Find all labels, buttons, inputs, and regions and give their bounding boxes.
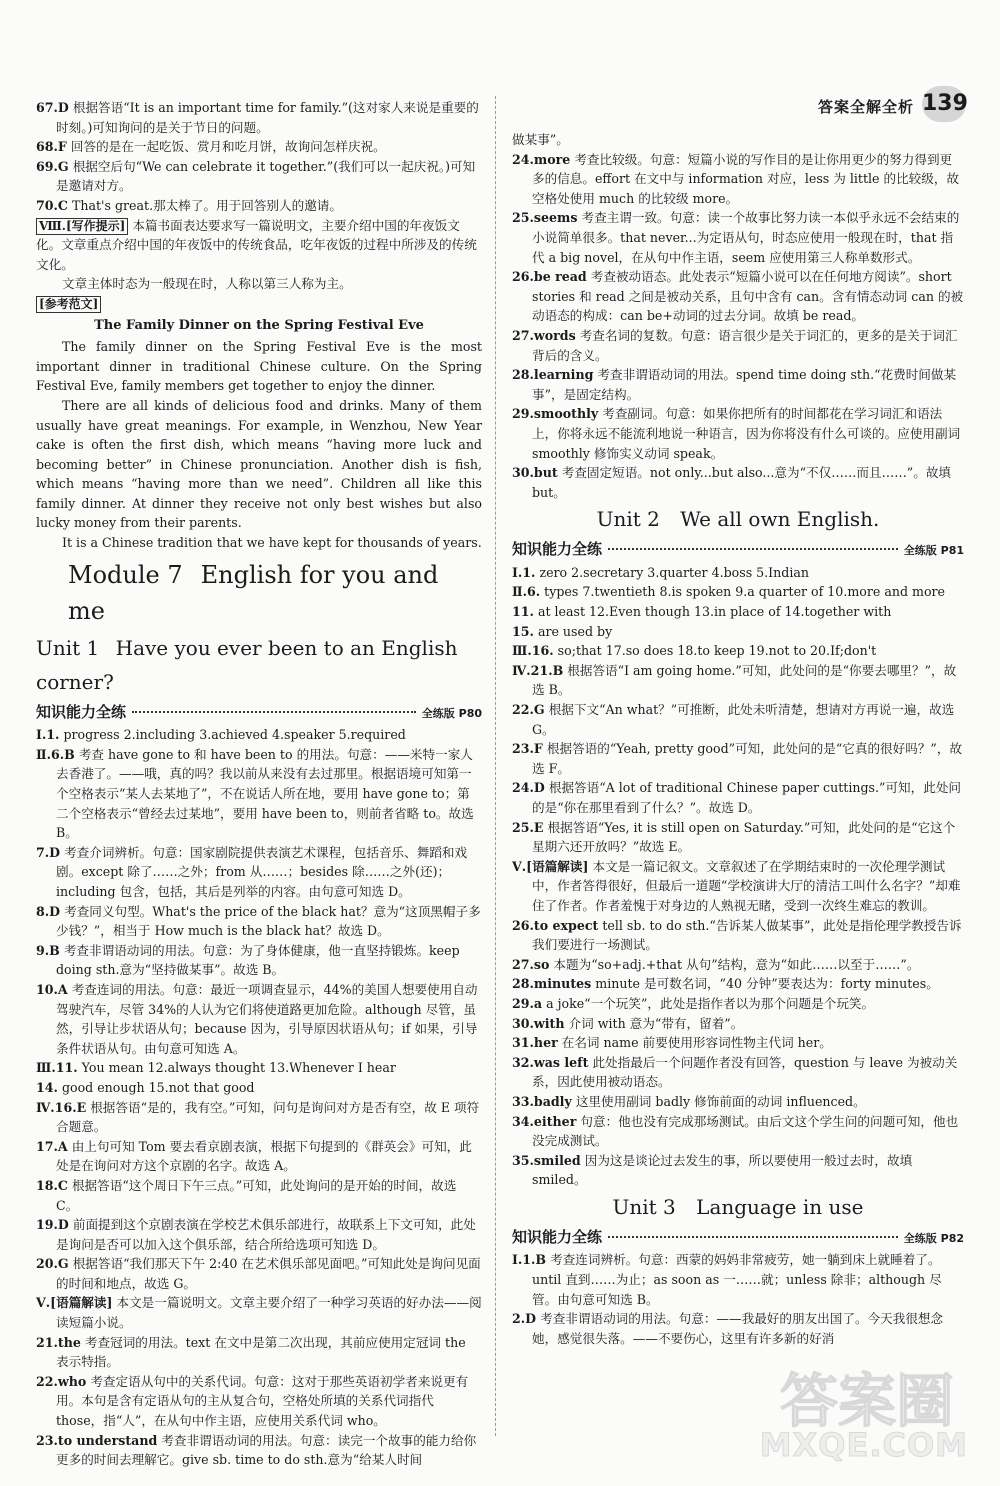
section-heading	[512, 540, 964, 561]
sample-label: [参考范文]	[36, 296, 101, 313]
writing-tip	[36, 216, 482, 275]
answer-number: 22.who	[36, 1373, 87, 1389]
page-header	[780, 86, 970, 126]
section-label: 知识能力全练	[512, 1227, 603, 1246]
answer-number: 25.seems	[512, 210, 578, 226]
section-ref: 全练版 P80	[421, 706, 482, 720]
answer-text: at least 12.Even though 13.in place of 14.together with	[537, 604, 892, 620]
answer-text: 考查非谓语动词的用法。句意：读完一个故事的能力给你更多的时间去理解它。give sb. time to do sth.意为“给某人时间	[56, 1432, 477, 1468]
answer-item	[36, 1293, 482, 1332]
essay-paragraph: The family dinner on the Spring Festival Eve is the most important dinner in traditional Chinese culture. On the Spring Festival Eve, family members get together to enjoy the dinner.	[36, 339, 482, 394]
answer-text: 考查副词。句意：如果你把所有的时间都花在学习词汇和语法上，你将永远不能流利地说一种语言，因为你将没有什么可谈的。应使用副词 smoothly 修饰实义动词 speak。	[532, 406, 961, 461]
column-divider	[495, 96, 496, 1436]
answer-item	[36, 196, 482, 216]
answer-number: 27.so	[512, 956, 550, 972]
answer-text: 考查连词辨析。句意：西蒙的妈妈非常疲劳，她一躺到床上就睡着了。until 直到……为止；as soon as 一……就；unless 除非；although 尽管。由句意可知选 B。	[532, 1252, 942, 1307]
answer-text: 考查介词辨析。句意：国家剧院提供表演艺术课程，包括音乐、舞蹈和戏剧。except 除了……之外；from 从……；besides 除……之外(还)；including 包含，包括，其后是列举的内容。由句意可知选 D。	[56, 844, 468, 899]
answer-text: 根据下文“An what？”可推断，此处未听清楚，想请对方再说一遍，故选 G。	[532, 702, 955, 737]
answer-number: 32.was left	[512, 1054, 589, 1070]
answer-number: Ⅲ.16.	[512, 643, 554, 659]
answer-item	[36, 745, 482, 843]
left-column	[36, 98, 482, 1470]
answer-number: 29.smoothly	[512, 406, 599, 422]
answer-number: 23.F	[512, 741, 543, 757]
watermark-url: MXQE.COM	[759, 1426, 968, 1464]
answer-list-unit1	[36, 725, 482, 1470]
answer-text: 本文是一篇说明文。文章主要介绍了一种学习英语的好办法——阅读短篇小说。	[56, 1295, 482, 1331]
answer-text: 考查冠词的用法。text 在文中是第二次出现，其前应使用定冠词 the 表示特指。	[56, 1334, 466, 1370]
answer-number: 34.either	[512, 1113, 577, 1129]
unit-title: We all own English.	[680, 507, 880, 532]
module-heading	[68, 557, 482, 629]
answer-text: 在名词 name 前要使用形容词性物主代词 her。	[561, 1035, 832, 1051]
answer-item	[512, 1112, 964, 1151]
right-column	[512, 130, 964, 1348]
answer-item	[512, 326, 964, 365]
answer-number: 11.	[512, 604, 534, 620]
answer-item	[36, 902, 482, 941]
answer-item	[36, 137, 482, 157]
answer-text: 根据答语“我们那天下午 2:40 在艺术俱乐部见面吧。”可知此处是询问见面的时间和地点，故选 G。	[56, 1256, 481, 1291]
answer-item	[512, 857, 964, 916]
answer-text: 考查非谓语动词的用法。句意：为了身体健康，他一直坚持锻炼。keep doing sth.意为“坚持做某事”。故选 B。	[56, 942, 460, 978]
answer-number: 17.A	[36, 1138, 68, 1154]
answer-text: 根据答语“It is an important time for family.”(这对家人来说是重要的时刻。)可知询问的是关于节日的问题。	[56, 100, 479, 135]
answer-number: 24.D	[512, 780, 545, 796]
answer-item	[36, 1215, 482, 1254]
section-dots	[132, 711, 416, 713]
answer-item	[36, 157, 482, 196]
page-number: 139	[922, 86, 966, 122]
answer-item	[512, 602, 964, 622]
answer-item	[512, 130, 964, 150]
answer-item	[512, 778, 964, 817]
answer-item	[36, 1078, 482, 1098]
answer-list-unit3	[512, 1250, 964, 1348]
answer-number: 2.D	[512, 1311, 537, 1327]
answer-number: 30.but	[512, 465, 558, 481]
answer-item	[512, 404, 964, 463]
answer-list-unit2	[512, 563, 964, 1190]
answer-item	[36, 1372, 482, 1431]
answer-item	[36, 1333, 482, 1372]
answer-number: 14.	[36, 1079, 58, 1095]
answer-number: 24.more	[512, 151, 571, 167]
answer-number: 23.to understand	[36, 1432, 158, 1448]
answer-number: 67.D	[36, 100, 69, 115]
answer-number: 21.the	[36, 1334, 81, 1350]
answer-text: 根据答语“这个周日下午三点。”可知，此处询问的是开始的时间，故选 C。	[56, 1177, 457, 1213]
answer-number: 35.smiled	[512, 1152, 581, 1168]
answer-text: 回答的是在一起吃饭、赏月和吃月饼，故询问怎样庆祝。	[70, 139, 386, 155]
section-label: 知识能力全练	[512, 540, 603, 559]
answer-item	[36, 1176, 482, 1215]
answer-text: tell sb. to do sth.“告诉某人做某事”，此处是指伦理学教授告诉我们要进行一场测试。	[532, 917, 962, 953]
section-ref: 全练版 P81	[903, 544, 964, 558]
answer-item	[512, 1053, 964, 1092]
writing-tip-text: 本篇书面表达要求写一篇说明文，主要介绍中国的年夜饭文化。文章重点介绍中国的年夜饭中的传统食品，吃年夜饭的过程中所涉及的传统文化。	[36, 217, 477, 272]
answer-item	[36, 1431, 482, 1470]
answer-text: 根据空后句“We can celebrate it together.”(我们可以一起庆祝。)可知是邀请对方。	[56, 158, 476, 194]
unit-title: Have you ever been to an English corner?	[36, 635, 458, 694]
answer-text: 根据答语的“Yeah, pretty good”可知，此处问的是“它真的很好吗？”，故选 F。	[532, 741, 963, 776]
answer-text: 本文是一篇记叙文。文章叙述了在学期结束时的一次伦理学测试中，作者答得很好，但最后一道题“学校演讲大厅的清洁工叫什么名字？”却难住了作者。作者羞愧于对身边的人熟视无睹，受到一次终生难忘的教训。	[532, 858, 961, 913]
answer-item	[512, 1309, 964, 1348]
answer-text: 考查非谓语动词的用法。spend time doing sth.“花费时间做某事”，是固定结构。	[532, 367, 957, 402]
answer-text: 考查连词的用法。句意：最近一项调查显示，44%的美国人想要使用自动驾驶汽车，尽管 34%的人认为它们将使道路更加危险。although 尽管，虽然，引导让步状语从句；because 因为，引导原因状语从句；if 如果，引导条件状语从句。由句意可知选 A。	[56, 981, 478, 1056]
answer-text: 考查非谓语动词的用法。句意：——我最好的朋友出国了。今天我很想念她，感觉很失落。——不要伤心，这里有许多新的好消	[532, 1311, 944, 1346]
answer-text: 考查固定短语。not only...but also...意为“不仅……而且……”。故填 but。	[532, 465, 952, 500]
answer-item	[36, 725, 482, 745]
answer-text: 根据答语“I am going home.”可知，此处问的是“你要去哪里？”，故选 B。	[532, 662, 957, 698]
answer-item	[512, 739, 964, 778]
answer-text: That's great.那太棒了。用于回答别人的邀请。	[71, 197, 342, 213]
answer-number: 33.badly	[512, 1093, 572, 1109]
answer-number: 68.F	[36, 139, 67, 155]
answer-text: 考查被动语态。此处表示“短篇小说可以在任何地方阅读”。short stories 和 read 之间是被动关系，且句中含有 can。含有情态动词 can 的被动语态的构成：can be+动词的过去分词。故填 be read。	[532, 269, 964, 324]
answer-item	[512, 1014, 964, 1034]
section-label: 知识能力全练	[36, 702, 127, 721]
answer-item	[512, 365, 964, 404]
answer-text: 本题为“so+adj.+that 从句”结构，意为“如此……以至于……”。	[553, 956, 920, 972]
answer-item	[36, 1137, 482, 1176]
answer-item	[36, 1058, 482, 1078]
answer-number: 26.be read	[512, 269, 587, 285]
answer-number: 8.D	[36, 903, 61, 919]
answer-item	[512, 994, 964, 1014]
answer-item	[36, 1098, 482, 1137]
answer-number: 19.D	[36, 1217, 69, 1233]
essay-paragraph: There are all kinds of delicious food and drinks. Many of them usually have great meanings. For example, in Wenzhou, New Year cake is often the first dish, which means “having more luck and becoming better” in Chinese pronunciation. Another dish is fish, which means “having more than we need”. Children all like this family dinner. At dinner they receive not only best wishes but also lucky money from their parents.	[36, 397, 482, 531]
answer-number: 25.E	[512, 819, 544, 835]
answer-text: types 7.twentieth 8.is spoken 9.a quarter of 10.more and more	[544, 584, 946, 600]
answer-item	[512, 818, 964, 857]
answer-number: 22.G	[512, 702, 545, 718]
answer-text: 由上句可知 Tom 要去看京剧表演，根据下句提到的《群英会》可知，此处是在询问对方这个京剧的名字。故选 A。	[56, 1138, 472, 1174]
answer-number: 15.	[512, 623, 534, 639]
answer-number: Ⅰ.1.	[512, 564, 536, 580]
answer-text: good enough 15.not that good	[61, 1079, 255, 1095]
answer-text: 考查名词的复数。句意：语言很少是关于词汇的，更多的是关于词汇背后的含义。	[532, 327, 958, 363]
answer-text: 根据答语“Yes, it is still open on Saturday.”可知，此处问的是“它这个星期六还开放吗？”故选 E。	[532, 819, 956, 855]
answer-text: You mean 12.always thought 13.Whenever I hear	[81, 1060, 396, 1076]
answer-number: Ⅴ.[语篇解读]	[512, 858, 589, 874]
answer-list-top	[512, 130, 964, 502]
answer-number: Ⅳ.21.B	[512, 662, 564, 678]
answer-item	[512, 267, 964, 326]
answer-number: 27.words	[512, 327, 576, 343]
answer-item	[512, 208, 964, 267]
answer-item	[512, 1092, 964, 1112]
answer-text: 根据答语“A lot of traditional Chinese paper cuttings.”可知，此处问的是“你在那里看到了什么？”。故选 D。	[532, 780, 962, 815]
answer-number: 20.G	[36, 1256, 69, 1272]
answer-number: 70.C	[36, 197, 68, 213]
unit-label: Unit 1	[36, 635, 100, 660]
section-heading	[36, 703, 482, 724]
watermark-logo	[724, 1354, 974, 1464]
answer-text: so;that 17.so does 18.to keep 19.not to 20.If;don't	[557, 643, 877, 659]
answer-number: Ⅰ.1.	[36, 727, 60, 743]
answer-item	[512, 641, 964, 661]
answer-text: 考查定语从句中的关系代词。句意：这对于那些英语初学者来说更有用。本句是含有定语从句的主从复合句，空格处所填的关系代词指代 those，指“人”，在从句中作主语，应使用关系代词 who。	[56, 1373, 469, 1429]
answer-item	[36, 843, 482, 902]
answer-item	[512, 974, 964, 994]
unit-label: Unit 2	[596, 507, 660, 532]
module-title: English for you and me	[68, 560, 439, 625]
unit-heading	[512, 1190, 964, 1224]
answer-text: 考查比较级。句意：短篇小说的写作目的是让你用更少的努力得到更多的信息。effort 在文中与 information 对应，less 为 little 的比较级，故空格处使用 much 的比较级 more。	[532, 151, 960, 206]
writing-tip-label: Ⅷ.[写作提示]	[36, 218, 128, 235]
answer-text: 根据答语“是的，我有空。”可知，问句是询问对方是否有空，故 E 项符合题意。	[56, 1099, 480, 1135]
answer-text: are used by	[537, 623, 613, 639]
unit-label: Unit 3	[612, 1194, 676, 1219]
unit-title: Language in use	[696, 1194, 864, 1219]
answer-number: Ⅲ.11.	[36, 1060, 78, 1076]
answer-text: 介词 with 意为“带有，留着”。	[568, 1015, 744, 1031]
unit-heading	[512, 502, 964, 536]
answer-number: 7.D	[36, 844, 61, 860]
answer-number: 28.learning	[512, 367, 594, 383]
answer-text: 这里使用副词 badly 修饰前面的动词 influenced。	[575, 1093, 866, 1109]
answer-item	[512, 150, 964, 209]
answer-text: 考查主谓一致。句意：读一个故事比努力读一本似乎永远不会结束的小说简单很多。that never...为定语从句，时态应使用一般现在时，that 指代 a big novel，在从句中作主语，seem 应使用第三人称单数形式。	[532, 210, 960, 265]
answer-item	[512, 622, 964, 642]
essay-paragraph: It is a Chinese tradition that we have kept for thousands of years.	[62, 535, 482, 551]
answer-text: progress 2.including 3.achieved 4.speaker 5.required	[63, 727, 406, 743]
answer-text: 此处指最后一个问题作者没有回答，question 与 leave 为被动关系，因此使用被动语态。	[532, 1054, 958, 1090]
answer-number: Ⅱ.6.B	[36, 746, 75, 762]
answer-text: 前面提到这个京剧表演在学校艺术俱乐部进行，故联系上下文可知，此处是询问是否可以加入这个俱乐部，结合所给选项可知选 D。	[56, 1217, 476, 1252]
answer-item	[36, 98, 482, 137]
answer-text: 考查同义句型。What's the price of the black hat？意为“这顶黑帽子多少钱？”，相当于 How much is the black hat？故选 D。	[56, 903, 481, 939]
answer-number: 29.a	[512, 995, 543, 1011]
answer-number: Ⅳ.16.E	[36, 1099, 87, 1115]
answer-item	[36, 980, 482, 1058]
answer-item	[512, 1250, 964, 1309]
answer-number: 10.A	[36, 981, 68, 997]
answer-text: zero 2.secretary 3.quarter 4.boss 5.Indian	[539, 564, 809, 580]
section-dots	[608, 548, 898, 550]
answer-item	[512, 1151, 964, 1190]
answer-list-top	[36, 98, 482, 216]
section-dots	[608, 1236, 898, 1238]
section-ref: 全练版 P82	[903, 1231, 964, 1245]
answer-item	[512, 1033, 964, 1053]
answer-number: Ⅰ.1.B	[512, 1252, 547, 1268]
answer-text: 考查 have gone to 和 have been to 的用法。句意：——米特一家人去香港了。——哦，真的吗？我以前从来没有去过那里。根据语境可知第一个空格表示“某人去某地了”，不在说话人所在地，要用 have gone to；第二个空格表示“曾经去过某地”，要用 have been to，则前者省略 to。故选 B。	[56, 746, 474, 841]
answer-item	[512, 563, 964, 583]
answer-number: 28.minutes	[512, 976, 592, 992]
header-title: 答案全解全析	[817, 98, 914, 116]
answer-text: 做某事”。	[512, 132, 569, 147]
writing-tip-text2: 文章主体时态为一般现在时，人称以第三人称为主。	[62, 276, 352, 292]
module-label: Module 7	[68, 560, 183, 589]
answer-number: Ⅱ.6.	[512, 584, 541, 600]
answer-item	[36, 941, 482, 980]
answer-item	[512, 582, 964, 602]
answer-number: 18.C	[36, 1177, 68, 1193]
answer-item	[512, 661, 964, 700]
answer-item	[36, 1254, 482, 1293]
answer-item	[512, 700, 964, 739]
answer-number: 9.B	[36, 942, 60, 958]
answer-item	[512, 916, 964, 955]
answer-number: 69.G	[36, 158, 69, 174]
watermark-text: 答案圈	[779, 1367, 954, 1435]
answer-text: minute 是可数名词，“40 分钟”要表达为：forty minutes。	[595, 976, 939, 992]
answer-number: 30.with	[512, 1015, 565, 1031]
answer-text: a joke“一个玩笑”，此处是指作者以为那个问题是个玩笑。	[546, 995, 875, 1011]
answer-text: 句意：他也没有完成那场测试。由后文这个学生问的问题可知，他也没完成测试。	[532, 1113, 959, 1149]
answer-text: 因为这是谈论过去发生的事，所以要使用一般过去时，故填 smiled。	[532, 1152, 913, 1188]
essay-title: The Family Dinner on the Spring Festival Eve	[94, 317, 424, 333]
answer-number: 26.to expect	[512, 917, 599, 933]
answer-number: Ⅴ.[语篇解读]	[36, 1295, 113, 1311]
answer-item	[512, 463, 964, 502]
answer-item	[512, 955, 964, 975]
answer-number: 31.her	[512, 1035, 558, 1051]
section-heading	[512, 1228, 964, 1249]
unit-heading	[36, 631, 482, 699]
